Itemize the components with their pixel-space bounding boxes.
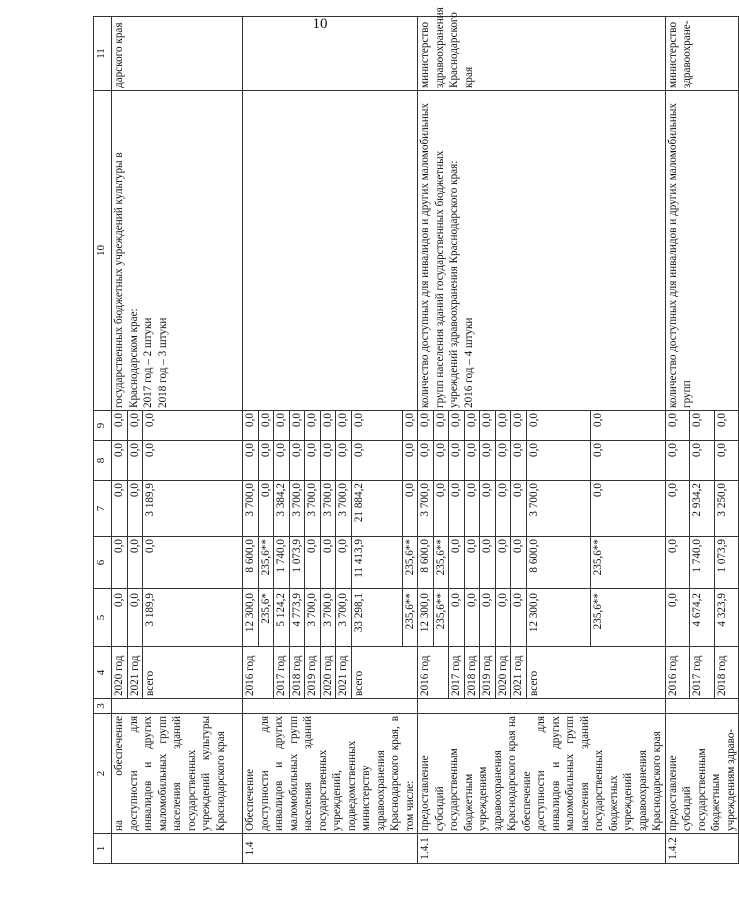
federal-budget-cell: 3 384,2 bbox=[274, 481, 290, 537]
local-budget-cell: 0,0 bbox=[665, 441, 690, 481]
result-cell bbox=[243, 91, 418, 411]
other-sources-cell: 0,0 bbox=[495, 411, 511, 441]
other-sources-cell: 0,0 bbox=[690, 411, 715, 441]
regional-budget-cell: 1 740,0 bbox=[274, 537, 290, 589]
total-cell: 235,6* bbox=[258, 589, 274, 647]
regional-budget-cell: 0,0 bbox=[127, 537, 143, 589]
regional-budget-cell: 0,0 bbox=[305, 537, 321, 589]
table-row bbox=[243, 17, 259, 864]
total-cell: 12 300,0 bbox=[418, 589, 434, 647]
result-cell: государственных бюджетных учреждений культуры в Краснодарском крае: 2017 год – 2 штуки 2018 год – 3 штуки bbox=[112, 91, 243, 411]
status-cell bbox=[112, 699, 243, 714]
status-cell bbox=[418, 699, 666, 714]
total-cell: 0,0 bbox=[480, 589, 496, 647]
other-sources-cell: 0,0 bbox=[526, 411, 590, 441]
total-cell: 0,0 bbox=[511, 589, 527, 647]
other-sources-cell: 0,0 bbox=[590, 411, 665, 441]
other-sources-cell: 0,0 bbox=[511, 411, 527, 441]
activity-name: предоставление субсидий государственным бюджетным учреждениям здравоохранения Краснодарского края на обеспечение доступности для инвалидов и других маломобильных групп населения зданий государственных бюджетных учреждений здравоохранения Краснодарского края bbox=[418, 714, 666, 834]
table-row bbox=[112, 17, 128, 864]
status-cell bbox=[665, 699, 739, 714]
regional-budget-cell: 0,0 bbox=[511, 537, 527, 589]
other-sources-cell: 0,0 bbox=[714, 411, 739, 441]
federal-budget-cell: 0,0 bbox=[433, 481, 449, 537]
federal-budget-cell: 0,0 bbox=[590, 481, 665, 537]
regional-budget-cell: 0,0 bbox=[336, 537, 352, 589]
total-cell: 0,0 bbox=[464, 589, 480, 647]
other-sources-cell: 0,0 bbox=[320, 411, 336, 441]
local-budget-cell: 0,0 bbox=[464, 441, 480, 481]
col-header-8: 8 bbox=[94, 441, 112, 481]
other-sources-cell: 0,0 bbox=[480, 411, 496, 441]
local-budget-cell: 0,0 bbox=[258, 441, 274, 481]
federal-budget-cell: 3 700,0 bbox=[305, 481, 321, 537]
row-number: 1.4.2 bbox=[665, 834, 739, 864]
other-sources-cell: 0,0 bbox=[336, 411, 352, 441]
local-budget-cell: 0,0 bbox=[351, 441, 402, 481]
col-header-5: 5 bbox=[94, 589, 112, 647]
col-header-4: 4 bbox=[94, 647, 112, 699]
activity-name: предоставление субсидий государственным бюджетным учреждениям здраво- bbox=[665, 714, 739, 834]
activity-name: на обеспечение доступности для инвалидов и других маломобильных групп населения зданий государственных учреждений культуры Краснодарского края bbox=[112, 714, 243, 834]
local-budget-cell: 0,0 bbox=[274, 441, 290, 481]
local-budget-cell: 0,0 bbox=[418, 441, 434, 481]
regional-budget-cell: 1 073,9 bbox=[289, 537, 305, 589]
local-budget-cell: 0,0 bbox=[449, 441, 465, 481]
year-cell: 2017 год bbox=[690, 647, 715, 699]
year-cell: всего bbox=[143, 647, 243, 699]
federal-budget-cell: 3 189,9 bbox=[143, 481, 243, 537]
regional-budget-cell: 0,0 bbox=[464, 537, 480, 589]
federal-budget-cell: 0,0 bbox=[402, 481, 418, 537]
col-header-1: 1 bbox=[94, 834, 112, 864]
year-cell: 2020 год bbox=[320, 647, 336, 699]
other-sources-cell: 0,0 bbox=[289, 411, 305, 441]
local-budget-cell: 0,0 bbox=[243, 441, 259, 481]
total-cell: 4 323,9 bbox=[714, 589, 739, 647]
other-sources-cell: 0,0 bbox=[351, 411, 402, 441]
year-cell: 2021 год bbox=[336, 647, 352, 699]
table-row bbox=[665, 17, 690, 864]
local-budget-cell: 0,0 bbox=[433, 441, 449, 481]
regional-budget-cell: 0,0 bbox=[665, 537, 690, 589]
row-number: 1.4.1 bbox=[418, 834, 666, 864]
responsible-cell bbox=[243, 17, 418, 91]
federal-budget-cell: 0,0 bbox=[258, 481, 274, 537]
year-cell: 2020 год bbox=[112, 647, 128, 699]
other-sources-cell: 0,0 bbox=[274, 411, 290, 441]
year-cell: 2018 год bbox=[289, 647, 305, 699]
row-number bbox=[112, 834, 243, 864]
local-budget-cell: 0,0 bbox=[305, 441, 321, 481]
federal-budget-cell: 0,0 bbox=[449, 481, 465, 537]
regional-budget-cell: 11 413,9 bbox=[351, 537, 402, 589]
regional-budget-cell: 8 600,0 bbox=[243, 537, 259, 589]
local-budget-cell: 0,0 bbox=[143, 441, 243, 481]
regional-budget-cell: 0,0 bbox=[320, 537, 336, 589]
other-sources-cell: 0,0 bbox=[258, 411, 274, 441]
result-cell: количество доступных для инвалидов и других маломобильных групп населения зданий государственных бюджетных учреждений здравоохранения Краснодарского края: 2016 год – 4 штуки bbox=[418, 91, 666, 411]
local-budget-cell: 0,0 bbox=[690, 441, 715, 481]
local-budget-cell: 0,0 bbox=[320, 441, 336, 481]
total-cell: 33 298,1 bbox=[351, 589, 402, 647]
federal-budget-cell: 0,0 bbox=[665, 481, 690, 537]
status-cell bbox=[243, 699, 418, 714]
total-cell: 4 773,9 bbox=[289, 589, 305, 647]
local-budget-cell: 0,0 bbox=[112, 441, 128, 481]
other-sources-cell: 0,0 bbox=[449, 411, 465, 441]
year-cell: 2018 год bbox=[714, 647, 739, 699]
regional-budget-cell: 235,6** bbox=[402, 537, 418, 589]
col-header-7: 7 bbox=[94, 481, 112, 537]
total-cell: 3 189,9 bbox=[143, 589, 243, 647]
federal-budget-cell: 0,0 bbox=[112, 481, 128, 537]
federal-budget-cell: 0,0 bbox=[127, 481, 143, 537]
result-cell: количество доступных для инвалидов и других маломобильных групп bbox=[665, 91, 739, 411]
local-budget-cell: 0,0 bbox=[480, 441, 496, 481]
year-cell: 2021 год bbox=[511, 647, 527, 699]
regional-budget-cell: 0,0 bbox=[495, 537, 511, 589]
year-cell: 2019 год bbox=[480, 647, 496, 699]
regional-budget-cell: 235,6** bbox=[433, 537, 449, 589]
regional-budget-cell: 1 073,9 bbox=[714, 537, 739, 589]
year-cell: 2018 год bbox=[464, 647, 480, 699]
regional-budget-cell: 0,0 bbox=[143, 537, 243, 589]
other-sources-cell: 0,0 bbox=[112, 411, 128, 441]
other-sources-cell: 0,0 bbox=[127, 411, 143, 441]
federal-budget-cell: 3 700,0 bbox=[243, 481, 259, 537]
total-cell: 0,0 bbox=[665, 589, 690, 647]
local-budget-cell: 0,0 bbox=[127, 441, 143, 481]
col-header-6: 6 bbox=[94, 537, 112, 589]
total-cell: 3 700,0 bbox=[320, 589, 336, 647]
federal-budget-cell: 3 250,0 bbox=[714, 481, 739, 537]
regional-budget-cell: 235,6** bbox=[258, 537, 274, 589]
total-cell: 12 300,0 bbox=[526, 589, 590, 647]
total-cell: 3 700,0 bbox=[336, 589, 352, 647]
federal-budget-cell: 0,0 bbox=[495, 481, 511, 537]
total-cell: 0,0 bbox=[127, 589, 143, 647]
regional-budget-cell: 235,6** bbox=[590, 537, 665, 589]
responsible-cell: дарского края bbox=[112, 17, 243, 91]
total-cell: 4 674,2 bbox=[690, 589, 715, 647]
header-row bbox=[94, 17, 112, 864]
federal-budget-cell: 3 700,0 bbox=[526, 481, 590, 537]
local-budget-cell: 0,0 bbox=[511, 441, 527, 481]
year-cell: 2016 год bbox=[665, 647, 690, 699]
total-cell: 3 700,0 bbox=[305, 589, 321, 647]
year-cell: 2017 год bbox=[274, 647, 290, 699]
total-cell: 5 124,2 bbox=[274, 589, 290, 647]
year-cell: всего bbox=[351, 647, 418, 699]
year-cell: 2016 год bbox=[418, 647, 449, 699]
col-header-10: 10 bbox=[94, 91, 112, 411]
local-budget-cell: 0,0 bbox=[526, 441, 590, 481]
year-cell: 2019 год bbox=[305, 647, 321, 699]
responsible-cell: министерство здравоохранения Краснодарского края bbox=[418, 17, 666, 91]
regional-budget-cell: 1 740,0 bbox=[690, 537, 715, 589]
federal-budget-cell: 3 700,0 bbox=[418, 481, 434, 537]
other-sources-cell: 0,0 bbox=[433, 411, 449, 441]
row-number: 1.4 bbox=[243, 834, 418, 864]
year-cell: 2017 год bbox=[449, 647, 465, 699]
other-sources-cell: 0,0 bbox=[305, 411, 321, 441]
other-sources-cell: 0,0 bbox=[418, 411, 434, 441]
other-sources-cell: 0,0 bbox=[665, 411, 690, 441]
rotated-table-wrapper bbox=[93, 7, 737, 864]
program-table bbox=[93, 7, 739, 864]
federal-budget-cell: 3 700,0 bbox=[320, 481, 336, 537]
local-budget-cell: 0,0 bbox=[495, 441, 511, 481]
col-header-11: 11 bbox=[94, 17, 112, 91]
year-cell: 2021 год bbox=[127, 647, 143, 699]
year-cell: 2016 год bbox=[243, 647, 274, 699]
total-cell: 235,6** bbox=[590, 589, 665, 647]
year-cell: 2020 год bbox=[495, 647, 511, 699]
local-budget-cell: 0,0 bbox=[289, 441, 305, 481]
total-cell: 235,6** bbox=[433, 589, 449, 647]
regional-budget-cell: 8 600,0 bbox=[418, 537, 434, 589]
activity-name: Обеспечение доступности для инвалидов и других маломобильных групп населения зданий государственных учреждений, подведомственных министерству здравоохранения Краснодарского края, в том числе: bbox=[243, 714, 418, 834]
federal-budget-cell: 2 934,2 bbox=[690, 481, 715, 537]
total-cell: 12 300,0 bbox=[243, 589, 259, 647]
col-header-9: 9 bbox=[94, 411, 112, 441]
year-cell: всего bbox=[526, 647, 665, 699]
page-number: 10 bbox=[312, 16, 328, 32]
federal-budget-cell: 3 700,0 bbox=[336, 481, 352, 537]
local-budget-cell: 0,0 bbox=[402, 441, 418, 481]
regional-budget-cell: 0,0 bbox=[480, 537, 496, 589]
other-sources-cell: 0,0 bbox=[243, 411, 259, 441]
total-cell: 0,0 bbox=[495, 589, 511, 647]
col-header-3: 3 bbox=[94, 699, 112, 714]
federal-budget-cell: 0,0 bbox=[511, 481, 527, 537]
total-cell: 235,6** bbox=[402, 589, 418, 647]
total-cell: 0,0 bbox=[112, 589, 128, 647]
col-header-2: 2 bbox=[94, 714, 112, 834]
other-sources-cell: 0,0 bbox=[143, 411, 243, 441]
other-sources-cell: 0,0 bbox=[402, 411, 418, 441]
federal-budget-cell: 0,0 bbox=[480, 481, 496, 537]
local-budget-cell: 0,0 bbox=[336, 441, 352, 481]
federal-budget-cell: 0,0 bbox=[464, 481, 480, 537]
federal-budget-cell: 3 700,0 bbox=[289, 481, 305, 537]
federal-budget-cell: 21 884,2 bbox=[351, 481, 402, 537]
regional-budget-cell: 0,0 bbox=[449, 537, 465, 589]
total-cell: 0,0 bbox=[449, 589, 465, 647]
local-budget-cell: 0,0 bbox=[590, 441, 665, 481]
table-row bbox=[418, 17, 434, 864]
local-budget-cell: 0,0 bbox=[714, 441, 739, 481]
responsible-cell: министерство здравоохране- bbox=[665, 17, 739, 91]
regional-budget-cell: 8 600,0 bbox=[526, 537, 590, 589]
other-sources-cell: 0,0 bbox=[464, 411, 480, 441]
regional-budget-cell: 0,0 bbox=[112, 537, 128, 589]
